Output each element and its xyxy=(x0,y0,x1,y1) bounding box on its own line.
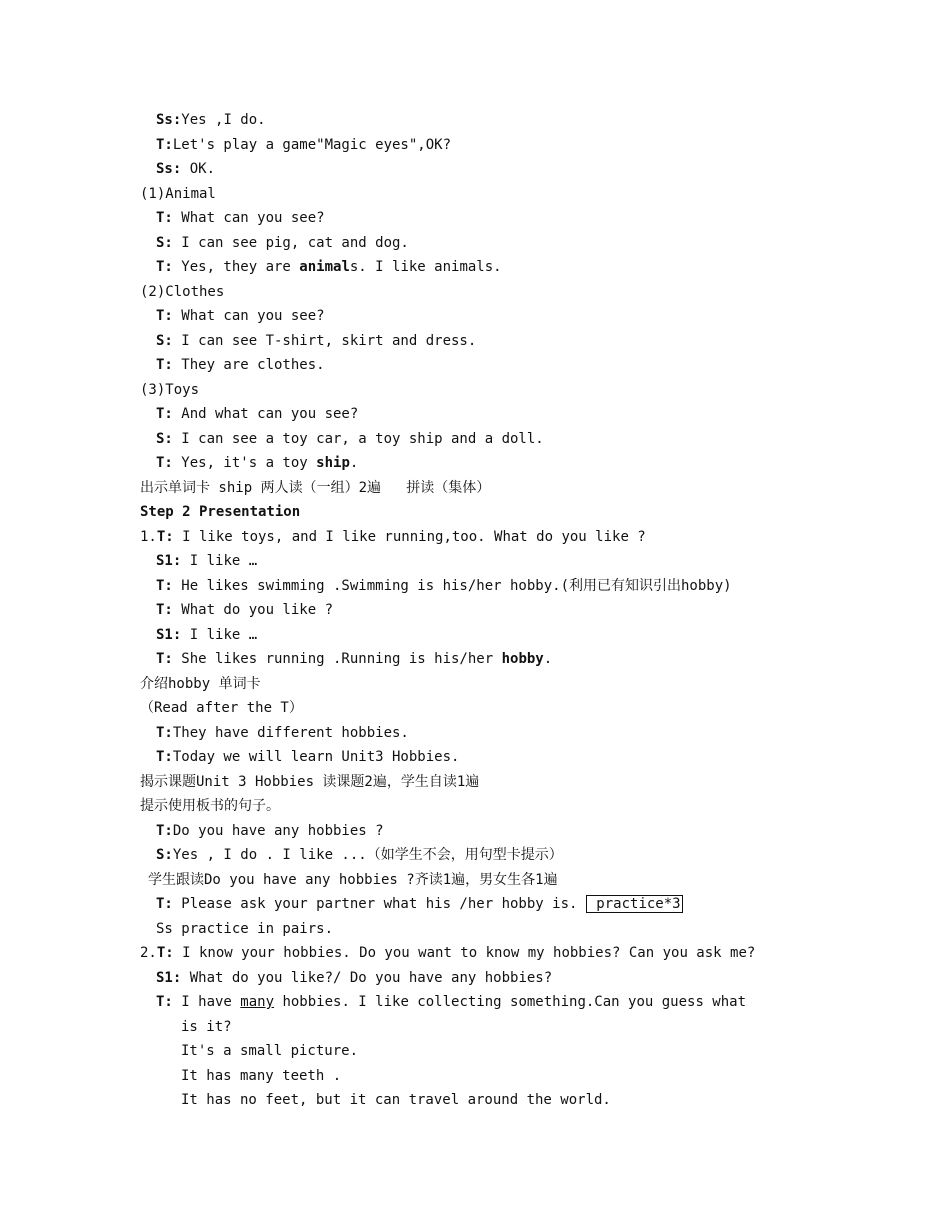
text-line xyxy=(0,280,950,305)
text-line xyxy=(0,549,950,574)
text-run: (3)Toys xyxy=(140,381,200,398)
bold-text: Ss: xyxy=(156,161,182,177)
text-line xyxy=(0,672,950,697)
text-line xyxy=(0,1015,950,1040)
text-line xyxy=(0,892,950,917)
text-line xyxy=(0,696,950,721)
text-run: (2)Clothes xyxy=(140,283,225,300)
bold-text: T: xyxy=(156,994,173,1010)
text-run: He likes swimming .Swimming is his/her hobby.(利用已有知识引出hobby) xyxy=(172,577,732,594)
text-line xyxy=(0,206,950,231)
document-body xyxy=(0,108,950,1113)
text-run: I can see T-shirt, skirt and dress. xyxy=(172,332,477,349)
text-run: s. I like animals. xyxy=(349,259,502,275)
text-line xyxy=(0,623,950,648)
text-run: They are clothes. xyxy=(172,357,325,373)
bold-text: T: xyxy=(156,749,173,765)
text-run: And what can you see? xyxy=(172,406,359,422)
text-line xyxy=(0,231,950,256)
bold-text: ship xyxy=(316,455,350,471)
text-line xyxy=(0,255,950,280)
text-line xyxy=(0,402,950,427)
text-run: . xyxy=(543,651,553,667)
bold-text: T: xyxy=(156,406,173,422)
text-line xyxy=(0,329,950,354)
text-line xyxy=(0,770,950,795)
text-line xyxy=(0,304,950,329)
bold-text: T: xyxy=(156,602,173,618)
text-run: Do you have any hobbies ? xyxy=(172,822,384,839)
text-run: （Read after the T） xyxy=(140,700,303,716)
text-line xyxy=(0,525,950,550)
text-line xyxy=(0,917,950,942)
text-run: I like … xyxy=(181,553,258,569)
text-run: What can you see? xyxy=(172,308,325,324)
text-run: It's a small picture. xyxy=(181,1043,359,1059)
text-run: I have xyxy=(172,994,241,1010)
text-line xyxy=(0,990,950,1015)
bold-text: T: xyxy=(156,308,173,324)
text-run: OK. xyxy=(181,161,216,177)
text-run: is it? xyxy=(181,1018,232,1035)
text-line xyxy=(0,182,950,207)
bold-text: T: xyxy=(156,577,173,594)
bold-text: S: xyxy=(156,234,173,251)
text-run: I can see pig, cat and dog. xyxy=(172,234,409,251)
text-run: They have different hobbies. xyxy=(172,724,409,741)
text-run: 出示单词卡 ship 两人读（一组）2遍 拼读（集体） xyxy=(140,479,491,496)
text-run: I can see a toy car, a toy ship and a doll. xyxy=(172,430,544,447)
underlined-text: many xyxy=(240,994,275,1010)
text-run: 2. xyxy=(140,945,157,961)
bold-text: T: xyxy=(156,357,173,373)
text-line xyxy=(0,500,950,525)
text-run: Let's play a game"Magic eyes",OK? xyxy=(172,136,452,153)
text-line xyxy=(0,476,950,501)
text-run: Please ask your partner what his /her hobby is. xyxy=(172,896,586,912)
text-line xyxy=(0,574,950,599)
text-line xyxy=(0,966,950,991)
bold-text: T: xyxy=(156,822,173,839)
text-line xyxy=(0,598,950,623)
text-run: What do you like?/ Do you have any hobbies? xyxy=(181,969,553,986)
text-line xyxy=(0,745,950,770)
text-line xyxy=(0,353,950,378)
text-line xyxy=(0,108,950,133)
text-line xyxy=(0,451,950,476)
bold-text: S1: xyxy=(156,626,182,643)
text-line xyxy=(0,868,950,893)
text-run: What do you like ? xyxy=(172,602,334,618)
bold-text: S1: xyxy=(156,969,182,986)
text-run: 揭示课题Unit 3 Hobbies 读课题2遍，学生自读1遍 xyxy=(140,773,480,790)
text-run: I like … xyxy=(181,626,258,643)
text-line xyxy=(0,427,950,452)
text-run: I know your hobbies. Do you want to know my hobbies? Can you ask me? xyxy=(173,945,756,961)
bold-text: T: xyxy=(156,724,173,741)
bold-text: T: xyxy=(156,651,173,667)
text-line xyxy=(0,133,950,158)
bold-text: Ss: xyxy=(156,112,182,128)
bold-text: S: xyxy=(156,847,173,863)
boxed-text: practice*3 xyxy=(587,896,681,912)
text-run: 提示使用板书的句子。 xyxy=(140,798,280,814)
bold-text: T: xyxy=(156,528,174,545)
text-run: Yes, they are xyxy=(172,259,300,275)
text-run: It has many teeth . xyxy=(181,1067,342,1084)
text-run: (1)Animal xyxy=(140,185,216,202)
text-line xyxy=(0,721,950,746)
text-run: 1. xyxy=(140,528,157,545)
bold-text: Step 2 Presentation xyxy=(140,504,301,520)
text-line xyxy=(0,794,950,819)
bold-text: S: xyxy=(156,430,173,447)
text-run: Today we will learn Unit3 Hobbies. xyxy=(172,749,460,765)
bold-text: T: xyxy=(156,259,173,275)
text-run: Yes ,I do. xyxy=(181,112,266,128)
bold-text: T: xyxy=(156,896,173,912)
text-run: She likes running .Running is his/her xyxy=(172,651,502,667)
bold-text: S1: xyxy=(156,553,182,569)
text-run: . xyxy=(349,455,359,471)
bold-text: T: xyxy=(156,455,173,471)
text-line xyxy=(0,843,950,868)
bold-text: animal xyxy=(299,259,350,275)
text-line xyxy=(0,1088,950,1113)
text-run: hobbies. I like collecting something.Can you guess what xyxy=(274,994,747,1010)
text-line xyxy=(0,378,950,403)
text-run: I like toys, and I like running,too. What do you like ? xyxy=(173,528,646,545)
bold-text: S: xyxy=(156,332,173,349)
text-run: It has no feet, but it can travel around the world. xyxy=(181,1092,611,1108)
text-line xyxy=(0,647,950,672)
text-run: 学生跟读Do you have any hobbies ?齐读1遍，男女生各1遍 xyxy=(148,871,558,888)
text-line xyxy=(0,941,950,966)
bold-text: T: xyxy=(156,945,174,961)
text-run: Ss practice in pairs. xyxy=(156,920,334,937)
text-line xyxy=(0,1064,950,1089)
bold-text: T: xyxy=(156,210,173,226)
bold-text: T: xyxy=(156,136,173,153)
text-run: 介绍hobby 单词卡 xyxy=(140,675,261,692)
text-run: Yes, it's a toy xyxy=(172,455,317,471)
text-run: What can you see? xyxy=(172,210,325,226)
text-line xyxy=(0,1039,950,1064)
bold-text: hobby xyxy=(501,651,544,667)
text-line xyxy=(0,157,950,182)
text-line xyxy=(0,819,950,844)
text-run: Yes , I do . I like ...（如学生不会，用句型卡提示） xyxy=(172,847,563,863)
